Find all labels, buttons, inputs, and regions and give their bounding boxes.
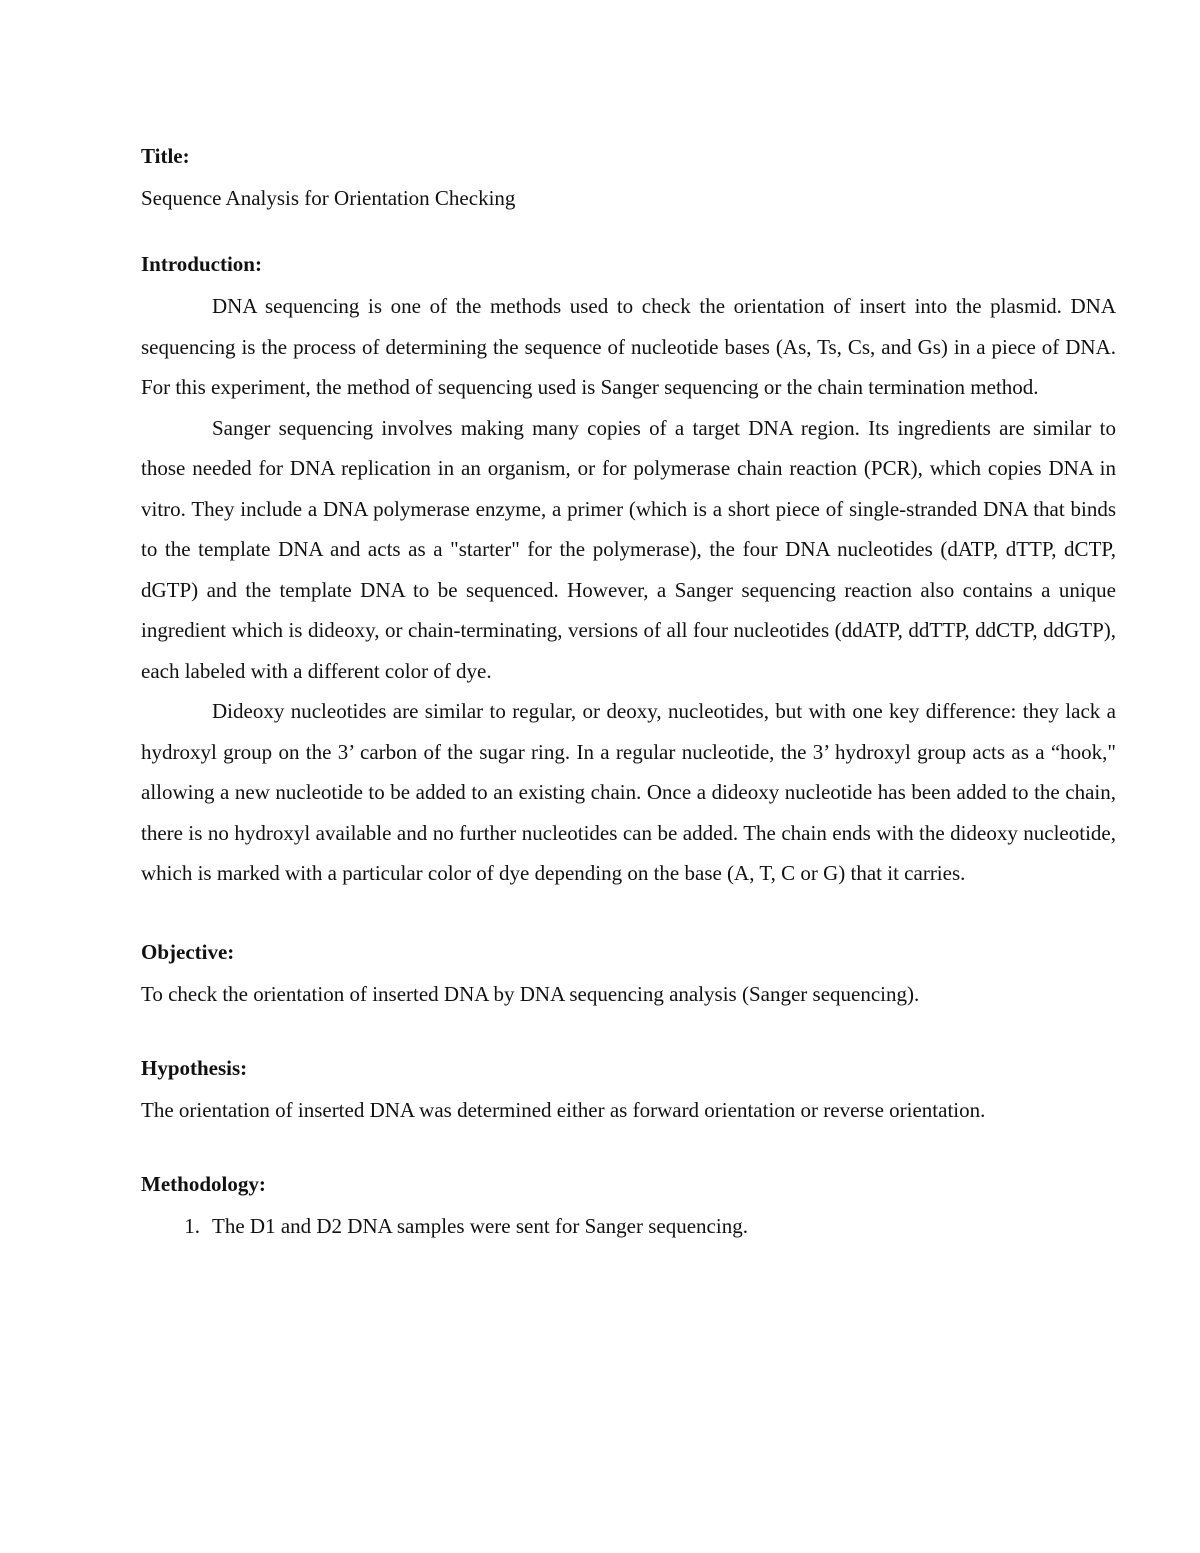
methodology-list (141, 1210, 1116, 1242)
introduction-paragraph: DNA sequencing is one of the methods used to check the orientation of insert into the plasmid. DNA sequencing is the process of determining the sequence of nucleotide bases (As, Ts, Cs, and Gs) in a piece of DNA. For this experiment, the method of sequencing used is Sanger sequencing or the chain termination method. (141, 294, 1116, 399)
methodology-heading: Methodology: (141, 1171, 266, 1196)
hypothesis-text: The orientation of inserted DNA was determined either as forward orientation or reverse orientation. (141, 1097, 986, 1122)
step-number: 1. (184, 1213, 200, 1238)
document-title: Sequence Analysis for Orientation Checking (141, 186, 516, 210)
objective-heading: Objective: (141, 939, 235, 964)
hypothesis-heading: Hypothesis: (141, 1055, 248, 1080)
document-page (141, 140, 1116, 1242)
step-text: The D1 and D2 DNA samples were sent for Sanger sequencing. (212, 1213, 748, 1238)
introduction-paragraph: Sanger sequencing involves making many copies of a target DNA region. Its ingredients are similar to those needed for DNA replication in an organism, or for polymerase chain reaction (PCR), which copies DNA in vitro. They include a DNA polymerase enzyme, a primer (which is a short piece of single-stranded DNA that binds to the template DNA and acts as a "starter" for the polymerase), the four DNA nucleotides (dATP, dTTP, dCTP, dGTP) and the template DNA to be sequenced. However, a Sanger sequencing reaction also contains a unique ingredient which is dideoxy, or chain-terminating, versions of all four nucleotides (ddATP, ddTTP, ddCTP, ddGTP), each labeled with a different color of dye. (141, 415, 1116, 683)
objective-text: To check the orientation of inserted DNA by DNA sequencing analysis (Sanger sequencing). (141, 981, 920, 1006)
title-heading: Title: (141, 144, 190, 168)
introduction-heading: Introduction: (141, 252, 262, 276)
methodology-step (141, 1210, 1116, 1242)
introduction-paragraph: Dideoxy nucleotides are similar to regular, or deoxy, nucleotides, but with one key difference: they lack a hydroxyl group on the 3’ carbon of the sugar ring. In a regular nucleotide, the 3’ hydroxyl group acts as a “hook," allowing a new nucleotide to be added to an existing chain. Once a dideoxy nucleotide has been added to the chain, there is no hydroxyl available and no further nucleotides can be added. The chain ends with the dideoxy nucleotide, which is marked with a particular color of dye depending on the base (A, T, C or G) that it carries. (141, 699, 1116, 885)
